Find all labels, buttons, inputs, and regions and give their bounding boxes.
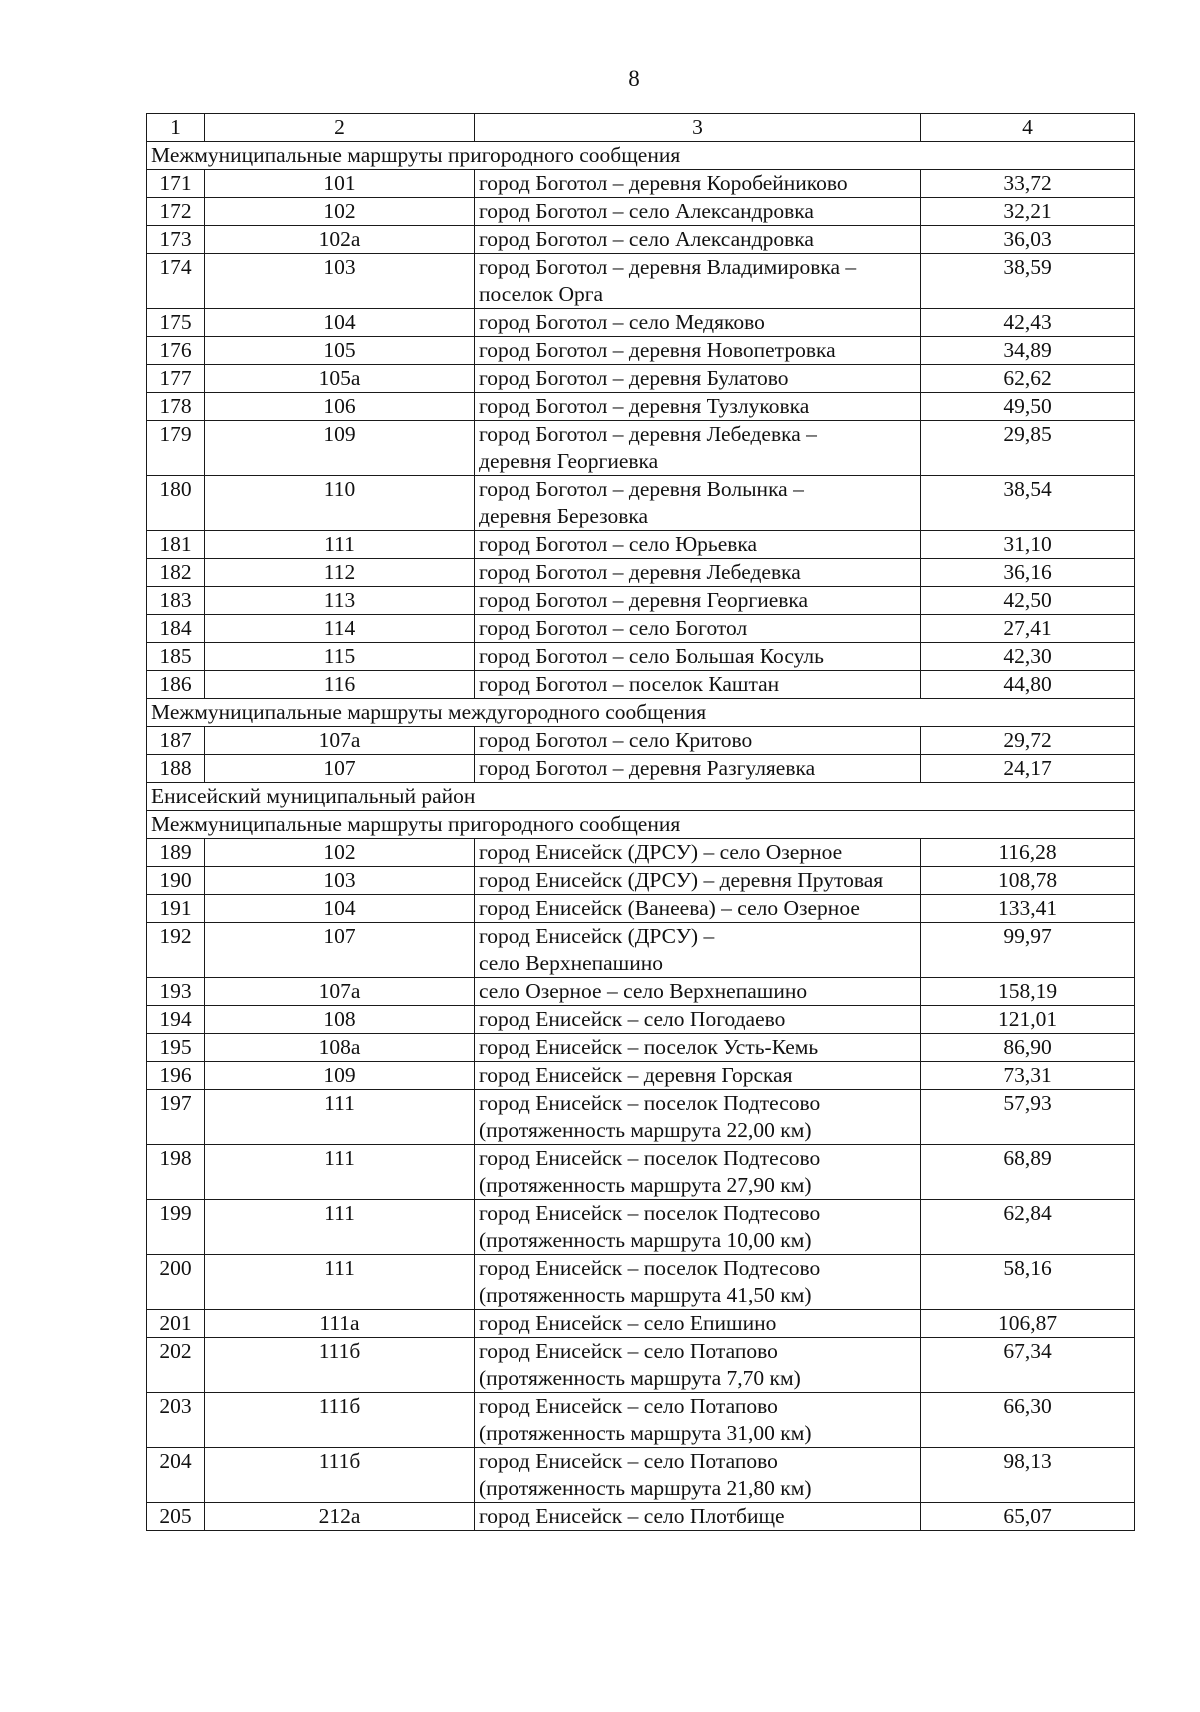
route-name-line: село Озерное – село Верхнепашино (479, 979, 808, 1003)
table-row (147, 839, 1135, 867)
table-row (147, 337, 1135, 365)
route-name-line: город Енисейск – село Епишино (479, 1311, 777, 1335)
table-row (147, 309, 1135, 337)
value-cell: 73,31 (921, 1062, 1135, 1090)
route-name-line: город Боготол – село Александровка (479, 199, 814, 223)
table-row (147, 671, 1135, 699)
row-number-cell: 174 (147, 254, 205, 309)
value-cell: 121,01 (921, 1006, 1135, 1034)
route-code-cell: 111а (205, 1310, 475, 1338)
route-name-line: город Енисейск (ДРСУ) – деревня Прутовая (479, 868, 884, 892)
table-row (147, 1200, 1135, 1255)
value-cell: 68,89 (921, 1145, 1135, 1200)
table-row (147, 1062, 1135, 1090)
route-code-cell: 107 (205, 923, 475, 978)
route-name-line: город Боготол – деревня Тузлуковка (479, 394, 810, 418)
route-name-cell (475, 978, 921, 1006)
route-name-line: город Енисейск – село Потапово (479, 1394, 778, 1418)
route-name-line: город Енисейск – поселок Подтесово (479, 1256, 821, 1280)
route-code-cell: 111б (205, 1338, 475, 1393)
value-cell: 66,30 (921, 1393, 1135, 1448)
route-name-cell (475, 1393, 921, 1448)
route-name-line: город Боготол – село Медяково (479, 310, 765, 334)
value-cell: 62,84 (921, 1200, 1135, 1255)
page-number: 8 (628, 66, 640, 91)
value-cell: 44,80 (921, 671, 1135, 699)
route-name-cell (475, 755, 921, 783)
table-row (147, 226, 1135, 254)
route-code-cell: 115 (205, 643, 475, 671)
route-name-line: город Енисейск (ДРСУ) – (479, 924, 715, 948)
value-cell: 42,30 (921, 643, 1135, 671)
value-cell: 27,41 (921, 615, 1135, 643)
row-number-cell: 188 (147, 755, 205, 783)
value-cell: 57,93 (921, 1090, 1135, 1145)
value-cell: 42,50 (921, 587, 1135, 615)
route-name-cell (475, 1090, 921, 1145)
value-cell: 67,34 (921, 1338, 1135, 1393)
row-number-cell: 202 (147, 1338, 205, 1393)
section-title: Енисейский муниципальный район (147, 783, 1135, 811)
route-name-line: город Боготол – деревня Лебедевка (479, 560, 801, 584)
row-number-cell: 172 (147, 198, 205, 226)
header-cell-3: 3 (475, 114, 921, 142)
route-name-cell (475, 895, 921, 923)
row-number-cell: 205 (147, 1503, 205, 1531)
route-code-cell: 101 (205, 170, 475, 198)
route-name-cell (475, 421, 921, 476)
route-name-line: село Верхнепашино (479, 951, 663, 975)
route-code-cell: 112 (205, 559, 475, 587)
table-row (147, 755, 1135, 783)
route-code-cell: 107а (205, 978, 475, 1006)
table-row (147, 1145, 1135, 1200)
value-cell: 106,87 (921, 1310, 1135, 1338)
route-name-line: (протяженность маршрута 10,00 км) (479, 1228, 812, 1252)
value-cell: 32,21 (921, 198, 1135, 226)
value-cell: 36,03 (921, 226, 1135, 254)
table-row (147, 978, 1135, 1006)
value-cell: 158,19 (921, 978, 1135, 1006)
table-row (147, 587, 1135, 615)
value-cell: 29,72 (921, 727, 1135, 755)
route-name-line: город Боготол – село Юрьевка (479, 532, 758, 556)
row-number-cell: 196 (147, 1062, 205, 1090)
route-name-cell (475, 531, 921, 559)
row-number-cell: 186 (147, 671, 205, 699)
route-name-cell (475, 643, 921, 671)
route-name-line: город Енисейск – село Плотбище (479, 1504, 785, 1528)
route-name-cell (475, 727, 921, 755)
value-cell: 98,13 (921, 1448, 1135, 1503)
table-row (147, 923, 1135, 978)
route-name-line: (протяженность маршрута 21,80 км) (479, 1476, 812, 1500)
row-number-cell: 190 (147, 867, 205, 895)
row-number-cell: 180 (147, 476, 205, 531)
value-cell: 29,85 (921, 421, 1135, 476)
row-number-cell: 193 (147, 978, 205, 1006)
route-name-cell (475, 254, 921, 309)
value-cell: 33,72 (921, 170, 1135, 198)
route-name-line: город Боготол – деревня Волынка – (479, 477, 804, 501)
value-cell: 34,89 (921, 337, 1135, 365)
table-row (147, 1255, 1135, 1310)
row-number-cell: 197 (147, 1090, 205, 1145)
value-cell: 58,16 (921, 1255, 1135, 1310)
header-cell-2: 2 (205, 114, 475, 142)
table-row (147, 1338, 1135, 1393)
row-number-cell: 194 (147, 1006, 205, 1034)
row-number-cell: 187 (147, 727, 205, 755)
row-number-cell: 185 (147, 643, 205, 671)
table-row (147, 727, 1135, 755)
route-code-cell: 107а (205, 727, 475, 755)
route-name-line: деревня Георгиевка (479, 449, 659, 473)
route-code-cell: 113 (205, 587, 475, 615)
table-row (147, 643, 1135, 671)
route-code-cell: 105а (205, 365, 475, 393)
route-code-cell: 110 (205, 476, 475, 531)
route-name-cell (475, 1503, 921, 1531)
route-name-line: город Енисейск – село Потапово (479, 1339, 778, 1363)
route-code-cell: 105 (205, 337, 475, 365)
route-name-line: (протяженность маршрута 41,50 км) (479, 1283, 812, 1307)
value-cell: 24,17 (921, 755, 1135, 783)
table-row (147, 393, 1135, 421)
route-table (146, 113, 1135, 1531)
route-name-cell (475, 393, 921, 421)
section-title: Межмуниципальные маршруты междугородного сообщения (147, 699, 1135, 727)
route-name-line: город Енисейск – село Потапово (479, 1449, 778, 1473)
row-number-cell: 182 (147, 559, 205, 587)
table-row (147, 170, 1135, 198)
section-row (147, 699, 1135, 727)
row-number-cell: 184 (147, 615, 205, 643)
route-name-line: (протяженность маршрута 31,00 км) (479, 1421, 812, 1445)
route-code-cell: 109 (205, 1062, 475, 1090)
route-name-cell (475, 1338, 921, 1393)
row-number-cell: 200 (147, 1255, 205, 1310)
route-code-cell: 108 (205, 1006, 475, 1034)
route-name-cell (475, 1310, 921, 1338)
table-row (147, 421, 1135, 476)
route-code-cell: 102а (205, 226, 475, 254)
route-code-cell: 109 (205, 421, 475, 476)
route-name-cell (475, 309, 921, 337)
route-code-cell: 111 (205, 1090, 475, 1145)
value-cell: 38,59 (921, 254, 1135, 309)
route-name-cell (475, 337, 921, 365)
route-code-cell: 103 (205, 254, 475, 309)
row-number-cell: 191 (147, 895, 205, 923)
route-code-cell: 111 (205, 531, 475, 559)
route-table-body (147, 114, 1135, 1531)
route-code-cell: 111б (205, 1448, 475, 1503)
route-name-line: город Енисейск – деревня Горская (479, 1063, 793, 1087)
route-name-cell (475, 923, 921, 978)
value-cell: 86,90 (921, 1034, 1135, 1062)
route-name-line: город Боготол – деревня Георгиевка (479, 588, 809, 612)
route-name-cell (475, 1448, 921, 1503)
value-cell: 108,78 (921, 867, 1135, 895)
table-row (147, 1448, 1135, 1503)
value-cell: 99,97 (921, 923, 1135, 978)
value-cell: 133,41 (921, 895, 1135, 923)
route-name-line: город Боготол – село Критово (479, 728, 753, 752)
table-row (147, 1310, 1135, 1338)
route-name-line: город Енисейск – поселок Подтесово (479, 1201, 821, 1225)
route-name-cell (475, 1255, 921, 1310)
route-name-line: поселок Орга (479, 282, 604, 306)
route-name-line: город Боготол – деревня Булатово (479, 366, 789, 390)
route-name-cell (475, 1034, 921, 1062)
route-name-line: город Боготол – деревня Владимировка – (479, 255, 857, 279)
route-name-cell (475, 1062, 921, 1090)
row-number-cell: 195 (147, 1034, 205, 1062)
table-row (147, 1090, 1135, 1145)
route-code-cell: 108а (205, 1034, 475, 1062)
table-row (147, 198, 1135, 226)
section-row (147, 811, 1135, 839)
route-code-cell: 102 (205, 198, 475, 226)
row-number-cell: 183 (147, 587, 205, 615)
row-number-cell: 204 (147, 1448, 205, 1503)
value-cell: 116,28 (921, 839, 1135, 867)
route-name-line: город Енисейск – поселок Усть-Кемь (479, 1035, 819, 1059)
section-title: Межмуниципальные маршруты пригородного сообщения (147, 811, 1135, 839)
value-cell: 42,43 (921, 309, 1135, 337)
section-title: Межмуниципальные маршруты пригородного сообщения (147, 142, 1135, 170)
value-cell: 38,54 (921, 476, 1135, 531)
route-name-cell (475, 365, 921, 393)
table-row (147, 867, 1135, 895)
table-row (147, 1503, 1135, 1531)
header-cell-1: 1 (147, 114, 205, 142)
route-name-line: город Енисейск – поселок Подтесово (479, 1146, 821, 1170)
row-number-cell: 177 (147, 365, 205, 393)
table-row (147, 365, 1135, 393)
table-row (147, 559, 1135, 587)
route-name-line: город Боготол – село Боготол (479, 616, 748, 640)
route-code-cell: 116 (205, 671, 475, 699)
row-number-cell: 201 (147, 1310, 205, 1338)
row-number-cell: 175 (147, 309, 205, 337)
route-name-line: город Боготол – деревня Лебедевка – (479, 422, 817, 446)
route-code-cell: 114 (205, 615, 475, 643)
row-number-cell: 173 (147, 226, 205, 254)
table-header-row (147, 114, 1135, 142)
route-name-line: город Енисейск (Ванеева) – село Озерное (479, 896, 860, 920)
value-cell: 49,50 (921, 393, 1135, 421)
route-name-cell (475, 615, 921, 643)
route-code-cell: 104 (205, 895, 475, 923)
route-name-cell (475, 839, 921, 867)
table-row (147, 1006, 1135, 1034)
row-number-cell: 181 (147, 531, 205, 559)
route-name-line: город Боготол – деревня Коробейниково (479, 171, 848, 195)
header-cell-4: 4 (921, 114, 1135, 142)
table-row (147, 476, 1135, 531)
route-code-cell: 102 (205, 839, 475, 867)
section-row (147, 783, 1135, 811)
value-cell: 31,10 (921, 531, 1135, 559)
route-name-line: город Енисейск – поселок Подтесово (479, 1091, 821, 1115)
route-name-line: город Боготол – село Александровка (479, 227, 814, 251)
row-number-cell: 203 (147, 1393, 205, 1448)
route-name-cell (475, 170, 921, 198)
route-name-line: (протяженность маршрута 7,70 км) (479, 1366, 801, 1390)
row-number-cell: 171 (147, 170, 205, 198)
route-name-line: город Боготол – село Большая Косуль (479, 644, 824, 668)
route-code-cell: 212а (205, 1503, 475, 1531)
row-number-cell: 189 (147, 839, 205, 867)
route-name-cell (475, 671, 921, 699)
route-name-line: деревня Березовка (479, 504, 649, 528)
row-number-cell: 178 (147, 393, 205, 421)
section-row (147, 142, 1135, 170)
route-name-cell (475, 867, 921, 895)
value-cell: 36,16 (921, 559, 1135, 587)
row-number-cell: 199 (147, 1200, 205, 1255)
route-name-line: город Енисейск (ДРСУ) – село Озерное (479, 840, 843, 864)
row-number-cell: 176 (147, 337, 205, 365)
route-name-line: (протяженность маршрута 22,00 км) (479, 1118, 812, 1142)
route-code-cell: 107 (205, 755, 475, 783)
route-code-cell: 111 (205, 1145, 475, 1200)
route-name-line: (протяженность маршрута 27,90 км) (479, 1173, 812, 1197)
row-number-cell: 179 (147, 421, 205, 476)
route-name-cell (475, 587, 921, 615)
route-code-cell: 111 (205, 1255, 475, 1310)
route-name-cell (475, 198, 921, 226)
route-code-cell: 111б (205, 1393, 475, 1448)
table-row (147, 1393, 1135, 1448)
route-name-cell (475, 476, 921, 531)
route-name-line: город Боготол – деревня Разгуляевка (479, 756, 816, 780)
table-row (147, 895, 1135, 923)
value-cell: 65,07 (921, 1503, 1135, 1531)
route-name-line: город Енисейск – село Погодаево (479, 1007, 786, 1031)
route-name-cell (475, 226, 921, 254)
route-name-line: город Боготол – поселок Каштан (479, 672, 780, 696)
route-name-cell (475, 1200, 921, 1255)
table-row (147, 1034, 1135, 1062)
value-cell: 62,62 (921, 365, 1135, 393)
route-name-line: город Боготол – деревня Новопетровка (479, 338, 836, 362)
table-row (147, 531, 1135, 559)
table-row (147, 615, 1135, 643)
table-row (147, 254, 1135, 309)
route-code-cell: 111 (205, 1200, 475, 1255)
row-number-cell: 198 (147, 1145, 205, 1200)
route-name-cell (475, 1145, 921, 1200)
route-code-cell: 106 (205, 393, 475, 421)
row-number-cell: 192 (147, 923, 205, 978)
route-code-cell: 103 (205, 867, 475, 895)
route-name-cell (475, 559, 921, 587)
route-code-cell: 104 (205, 309, 475, 337)
route-name-cell (475, 1006, 921, 1034)
